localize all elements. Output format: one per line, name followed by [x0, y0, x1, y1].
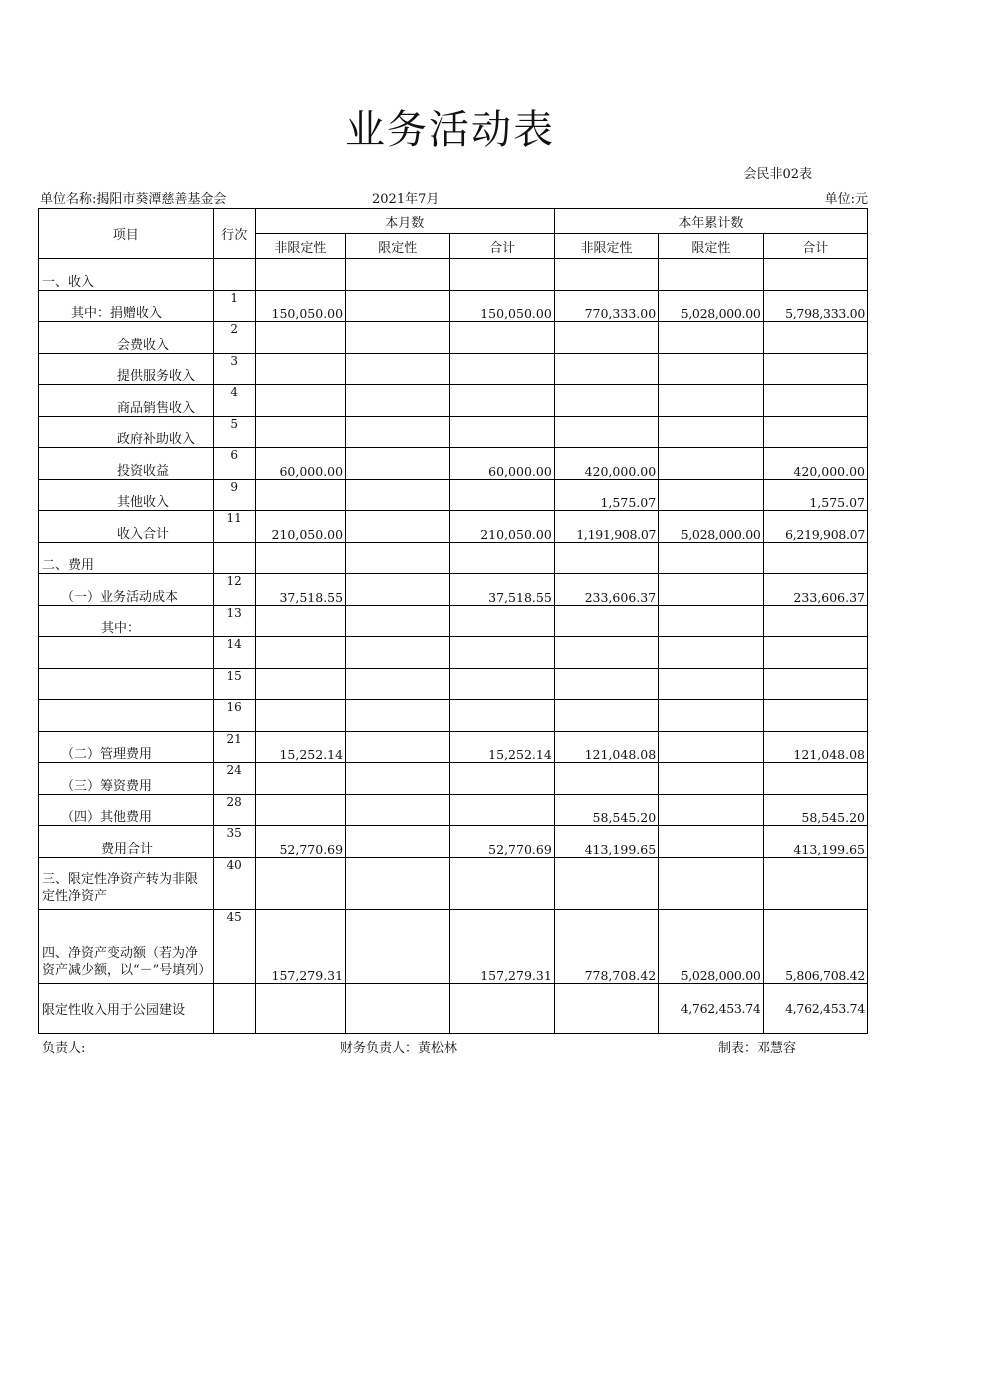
- cell-y-r: [659, 385, 763, 417]
- activity-table: [38, 208, 868, 1034]
- cell-y-r: [659, 259, 763, 291]
- row-line-number: 13: [213, 605, 255, 637]
- row-item: [39, 668, 214, 700]
- cell-y-t: 413,199.65: [763, 826, 867, 858]
- row-line-number: 6: [213, 448, 255, 480]
- cell-y-t: 4,762,453.74: [763, 983, 867, 1033]
- cell-y-u: 58,545.20: [554, 794, 658, 826]
- cell-y-r: [659, 668, 763, 700]
- row-line-number: 1: [213, 290, 255, 322]
- row-item: 限定性收入用于公园建设: [39, 983, 214, 1033]
- cell-m-r: [346, 700, 450, 732]
- cell-m-r: [346, 637, 450, 669]
- table-row: [39, 763, 868, 795]
- row-item: 提供服务收入: [39, 353, 214, 385]
- cell-m-u: [255, 857, 345, 909]
- cell-m-t: [450, 857, 554, 909]
- cell-y-r: [659, 637, 763, 669]
- cell-m-u: [255, 700, 345, 732]
- cell-m-r: [346, 605, 450, 637]
- row-line-number: [213, 259, 255, 291]
- cell-m-t: [450, 385, 554, 417]
- report-title: 业务活动表: [345, 107, 555, 153]
- cell-m-u: [255, 542, 345, 574]
- cell-m-u: 157,279.31: [255, 909, 345, 983]
- cell-m-r: [346, 857, 450, 909]
- cell-y-t: [763, 637, 867, 669]
- row-line-number: 12: [213, 574, 255, 606]
- header-ytd-total: 合计: [763, 234, 867, 259]
- cell-m-r: [346, 668, 450, 700]
- footer-finance: 财务负责人：黄松林: [340, 1041, 458, 1056]
- table-row: [39, 259, 868, 291]
- row-item: （四）其他费用: [39, 794, 214, 826]
- cell-m-u: [255, 479, 345, 511]
- row-item: （二）管理费用: [39, 731, 214, 763]
- cell-m-r: [346, 385, 450, 417]
- cell-y-t: [763, 322, 867, 354]
- cell-y-u: 233,606.37: [554, 574, 658, 606]
- cell-y-t: 233,606.37: [763, 574, 867, 606]
- cell-m-u: [255, 353, 345, 385]
- cell-m-u: [255, 385, 345, 417]
- cell-m-t: [450, 353, 554, 385]
- cell-y-u: 1,191,908.07: [554, 511, 658, 543]
- cell-m-r: [346, 794, 450, 826]
- row-line-number: 35: [213, 826, 255, 858]
- header-ytd-restricted: 限定性: [659, 234, 763, 259]
- cell-y-r: [659, 322, 763, 354]
- table-row: [39, 794, 868, 826]
- cell-y-u: [554, 385, 658, 417]
- cell-m-r: [346, 479, 450, 511]
- cell-y-u: [554, 637, 658, 669]
- cell-m-t: [450, 763, 554, 795]
- table-row: [39, 983, 868, 1033]
- table-row: [39, 416, 868, 448]
- cell-y-u: [554, 983, 658, 1033]
- cell-m-r: [346, 542, 450, 574]
- cell-y-r: 4,762,453.74: [659, 983, 763, 1033]
- cell-m-t: 15,252.14: [450, 731, 554, 763]
- cell-y-t: 5,806,708.42: [763, 909, 867, 983]
- cell-m-t: [450, 668, 554, 700]
- report-period: 2021年7月: [372, 192, 440, 207]
- cell-m-r: [346, 826, 450, 858]
- cell-y-u: 770,333.00: [554, 290, 658, 322]
- cell-y-u: [554, 353, 658, 385]
- table-row: [39, 353, 868, 385]
- form-code: 会民非02表: [743, 167, 812, 182]
- table-row: [39, 322, 868, 354]
- cell-y-t: [763, 763, 867, 795]
- table-row: [39, 909, 868, 983]
- table-row: [39, 479, 868, 511]
- cell-y-r: [659, 794, 763, 826]
- row-line-number: 21: [213, 731, 255, 763]
- cell-m-t: [450, 259, 554, 291]
- row-line-number: 4: [213, 385, 255, 417]
- row-item: 一、收入: [39, 259, 214, 291]
- cell-y-u: [554, 857, 658, 909]
- cell-m-u: [255, 637, 345, 669]
- cell-m-u: 52,770.69: [255, 826, 345, 858]
- row-item: 其中：: [39, 605, 214, 637]
- cell-m-u: [255, 605, 345, 637]
- cell-y-r: [659, 479, 763, 511]
- table-row: [39, 290, 868, 322]
- row-line-number: 28: [213, 794, 255, 826]
- table-row: [39, 574, 868, 606]
- header-month-total: 合计: [450, 234, 554, 259]
- cell-y-t: [763, 416, 867, 448]
- cell-y-r: [659, 416, 763, 448]
- table-row: [39, 542, 868, 574]
- row-line-number: 5: [213, 416, 255, 448]
- row-item: 收入合计: [39, 511, 214, 543]
- table-row: [39, 637, 868, 669]
- cell-m-t: [450, 983, 554, 1033]
- row-item: 三、限定性净资产转为非限定性净资产: [39, 857, 214, 909]
- cell-m-t: [450, 322, 554, 354]
- cell-m-u: 210,050.00: [255, 511, 345, 543]
- row-item: （一）业务活动成本: [39, 574, 214, 606]
- table-row: [39, 826, 868, 858]
- row-item: 其他收入: [39, 479, 214, 511]
- row-line-number: 3: [213, 353, 255, 385]
- table-row: [39, 511, 868, 543]
- row-line-number: 16: [213, 700, 255, 732]
- footer-preparer: 制表：邓慧容: [718, 1041, 797, 1056]
- cell-y-t: [763, 857, 867, 909]
- cell-m-u: 150,050.00: [255, 290, 345, 322]
- footer-responsible: 负责人:: [42, 1041, 86, 1056]
- row-line-number: 11: [213, 511, 255, 543]
- cell-y-t: [763, 605, 867, 637]
- header-month-restricted: 限定性: [346, 234, 450, 259]
- cell-m-r: [346, 574, 450, 606]
- cell-y-u: [554, 668, 658, 700]
- cell-m-u: [255, 763, 345, 795]
- cell-y-t: [763, 668, 867, 700]
- cell-m-u: [255, 983, 345, 1033]
- cell-m-u: [255, 668, 345, 700]
- header-month: 本月数: [255, 209, 554, 234]
- table-row: [39, 385, 868, 417]
- cell-y-t: [763, 385, 867, 417]
- table-row: [39, 448, 868, 480]
- header-ytd: 本年累计数: [554, 209, 867, 234]
- table-row: [39, 668, 868, 700]
- cell-m-r: [346, 731, 450, 763]
- cell-m-t: 157,279.31: [450, 909, 554, 983]
- cell-y-t: 420,000.00: [763, 448, 867, 480]
- cell-y-t: [763, 700, 867, 732]
- cell-y-u: [554, 700, 658, 732]
- cell-y-r: [659, 763, 763, 795]
- row-line-number: 40: [213, 857, 255, 909]
- cell-y-t: 1,575.07: [763, 479, 867, 511]
- cell-m-t: 150,050.00: [450, 290, 554, 322]
- cell-m-r: [346, 290, 450, 322]
- row-item: 其中：捐赠收入: [39, 290, 214, 322]
- cell-y-u: [554, 763, 658, 795]
- cell-y-r: 5,028,000.00: [659, 909, 763, 983]
- cell-y-u: [554, 542, 658, 574]
- cell-m-u: 60,000.00: [255, 448, 345, 480]
- cell-m-t: [450, 700, 554, 732]
- cell-y-u: 1,575.07: [554, 479, 658, 511]
- currency-unit: 单位:元: [824, 192, 868, 207]
- row-item: [39, 637, 214, 669]
- cell-y-r: [659, 605, 763, 637]
- row-item: [39, 700, 214, 732]
- cell-y-r: [659, 731, 763, 763]
- row-line-number: [213, 983, 255, 1033]
- cell-y-u: [554, 605, 658, 637]
- cell-m-u: [255, 416, 345, 448]
- cell-m-u: [255, 259, 345, 291]
- cell-m-r: [346, 259, 450, 291]
- cell-y-r: [659, 574, 763, 606]
- cell-m-t: [450, 479, 554, 511]
- header-month-unrestricted: 非限定性: [255, 234, 345, 259]
- cell-m-r: [346, 763, 450, 795]
- row-line-number: 14: [213, 637, 255, 669]
- row-item: 二、费用: [39, 542, 214, 574]
- cell-m-r: [346, 909, 450, 983]
- cell-y-t: [763, 259, 867, 291]
- row-line-number: 45: [213, 909, 255, 983]
- cell-y-r: 5,028,000.00: [659, 290, 763, 322]
- cell-m-r: [346, 416, 450, 448]
- cell-y-r: [659, 826, 763, 858]
- cell-m-t: 210,050.00: [450, 511, 554, 543]
- row-item: 政府补助收入: [39, 416, 214, 448]
- cell-m-r: [346, 983, 450, 1033]
- cell-y-r: [659, 353, 763, 385]
- cell-y-t: [763, 542, 867, 574]
- table-row: [39, 857, 868, 909]
- cell-m-t: 52,770.69: [450, 826, 554, 858]
- row-line-number: 2: [213, 322, 255, 354]
- cell-m-u: 37,518.55: [255, 574, 345, 606]
- cell-y-t: 5,798,333.00: [763, 290, 867, 322]
- unit-name: 单位名称:揭阳市葵潭慈善基金会: [40, 192, 227, 207]
- cell-m-r: [346, 448, 450, 480]
- cell-m-r: [346, 511, 450, 543]
- row-line-number: [213, 542, 255, 574]
- row-line-number: 9: [213, 479, 255, 511]
- row-item: （三）筹资费用: [39, 763, 214, 795]
- cell-y-r: 5,028,000.00: [659, 511, 763, 543]
- cell-y-t: [763, 353, 867, 385]
- row-item: 四、净资产变动额（若为净资产减少额，以“－”号填列）: [39, 909, 214, 983]
- cell-y-u: 778,708.42: [554, 909, 658, 983]
- row-item: 商品销售收入: [39, 385, 214, 417]
- cell-m-u: [255, 794, 345, 826]
- row-item: 投资收益: [39, 448, 214, 480]
- cell-m-u: [255, 322, 345, 354]
- cell-y-r: [659, 542, 763, 574]
- cell-y-t: 121,048.08: [763, 731, 867, 763]
- cell-y-u: 121,048.08: [554, 731, 658, 763]
- cell-m-t: [450, 416, 554, 448]
- header-ytd-unrestricted: 非限定性: [554, 234, 658, 259]
- cell-m-u: 15,252.14: [255, 731, 345, 763]
- cell-m-r: [346, 322, 450, 354]
- table-row: [39, 700, 868, 732]
- cell-y-t: 58,545.20: [763, 794, 867, 826]
- table-row: [39, 605, 868, 637]
- cell-y-r: [659, 700, 763, 732]
- cell-y-u: 413,199.65: [554, 826, 658, 858]
- cell-y-u: [554, 416, 658, 448]
- row-line-number: 24: [213, 763, 255, 795]
- row-item: 会费收入: [39, 322, 214, 354]
- cell-y-u: 420,000.00: [554, 448, 658, 480]
- cell-m-t: [450, 794, 554, 826]
- cell-y-u: [554, 259, 658, 291]
- cell-y-r: [659, 857, 763, 909]
- cell-m-t: [450, 542, 554, 574]
- cell-y-t: 6,219,908.07: [763, 511, 867, 543]
- cell-m-t: 37,518.55: [450, 574, 554, 606]
- header-line: 行次: [213, 209, 255, 259]
- row-item: 费用合计: [39, 826, 214, 858]
- row-line-number: 15: [213, 668, 255, 700]
- cell-m-t: [450, 637, 554, 669]
- cell-y-r: [659, 448, 763, 480]
- table-row: [39, 731, 868, 763]
- cell-m-t: 60,000.00: [450, 448, 554, 480]
- cell-m-r: [346, 353, 450, 385]
- cell-m-t: [450, 605, 554, 637]
- header-item: 项目: [39, 209, 214, 259]
- cell-y-u: [554, 322, 658, 354]
